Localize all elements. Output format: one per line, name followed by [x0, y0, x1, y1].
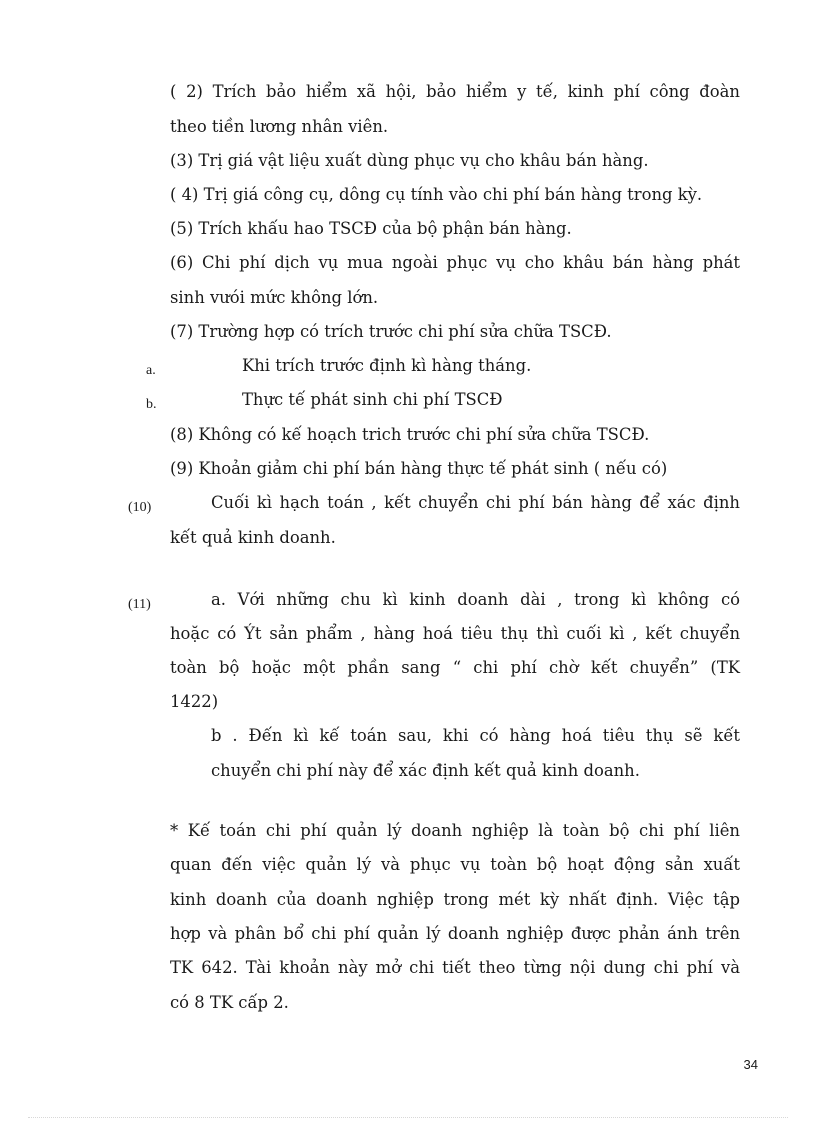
item-6-line-1: (6) Chi phí dịch vụ mua ngoài phục vụ cho khâu bán hàng phát	[170, 253, 740, 272]
item-3: (3) Trị giá vật liệu xuất dùng phục vụ cho khâu bán hàng.	[170, 151, 649, 170]
note-line-1: * Kế toán chi phí quản lý doanh nghiệp là toàn bộ chi phí liên	[170, 821, 740, 840]
item-11b-line-2: chuyển chi phí này để xác định kết quả kinh doanh.	[211, 761, 640, 780]
note-line-2: quan đến việc quản lý và phục vụ toàn bộ hoạt động sản xuất	[170, 855, 740, 874]
footer-divider	[28, 1117, 788, 1118]
item-7a-text: Khi trích trước định kì hàng tháng.	[242, 356, 532, 375]
item-10-marker: (10)	[128, 500, 152, 515]
item-11a-line-3: toàn bộ hoặc một phần sang “ chi phí chờ kết chuyển” (TK	[170, 658, 740, 677]
item-11a-line-4: 1422)	[170, 692, 219, 711]
item-6-line-2: sinh vưói mức không lớn.	[170, 288, 379, 307]
note-line-6: có 8 TK cấp 2.	[170, 993, 289, 1012]
item-7a-marker: a.	[146, 363, 156, 378]
note-line-4: hợp và phân bổ chi phí quản lý doanh nghiệp được phản ánh trên	[170, 924, 740, 943]
item-11-marker: (11)	[128, 597, 151, 612]
item-9: (9) Khoản giảm chi phí bán hàng thực tế phát sinh ( nếu có)	[170, 459, 668, 478]
item-10-line-2: kết quả kinh doanh.	[170, 528, 336, 547]
item-7b-text: Thực tế phát sinh chi phí TSCĐ	[242, 390, 503, 409]
item-11a-line-1: a. Với những chu kì kinh doanh dài , trong kì không có	[211, 590, 740, 609]
item-11b-line-1: b . Đến kì kế toán sau, khi có hàng hoá tiêu thụ sẽ kết	[211, 726, 740, 745]
item-2-line-1: ( 2) Trích bảo hiểm xã hội, bảo hiểm y tế, kinh phí công đoàn	[170, 82, 740, 101]
item-10-line-1: Cuối kì hạch toán , kết chuyển chi phí bán hàng để xác định	[211, 493, 740, 512]
item-2-line-2: theo tiền lương nhân viên.	[170, 117, 389, 136]
item-8: (8) Không có kế hoạch trich trước chi phí sửa chữa TSCĐ.	[170, 425, 650, 444]
note-line-3: kinh doanh của doanh nghiệp trong mét kỳ nhất định. Việc tập	[170, 890, 740, 909]
item-11a-line-2: hoặc có Ýt sản phẩm , hàng hoá tiêu thụ thì cuối kì , kết chuyển	[170, 624, 740, 643]
item-5: (5) Trích khấu hao TSCĐ của bộ phận bán hàng.	[170, 219, 572, 238]
item-7: (7) Trường hợp có trích trước chi phí sửa chữa TSCĐ.	[170, 322, 612, 341]
note-line-5: TK 642. Tài khoản này mở chi tiết theo từng nội dung chi phí và	[170, 958, 740, 977]
page-number: 34	[743, 1057, 758, 1072]
item-4: ( 4) Trị giá công cụ, dông cụ tính vào chi phí bán hàng trong kỳ.	[170, 185, 703, 204]
item-7b-marker: b.	[146, 397, 157, 412]
